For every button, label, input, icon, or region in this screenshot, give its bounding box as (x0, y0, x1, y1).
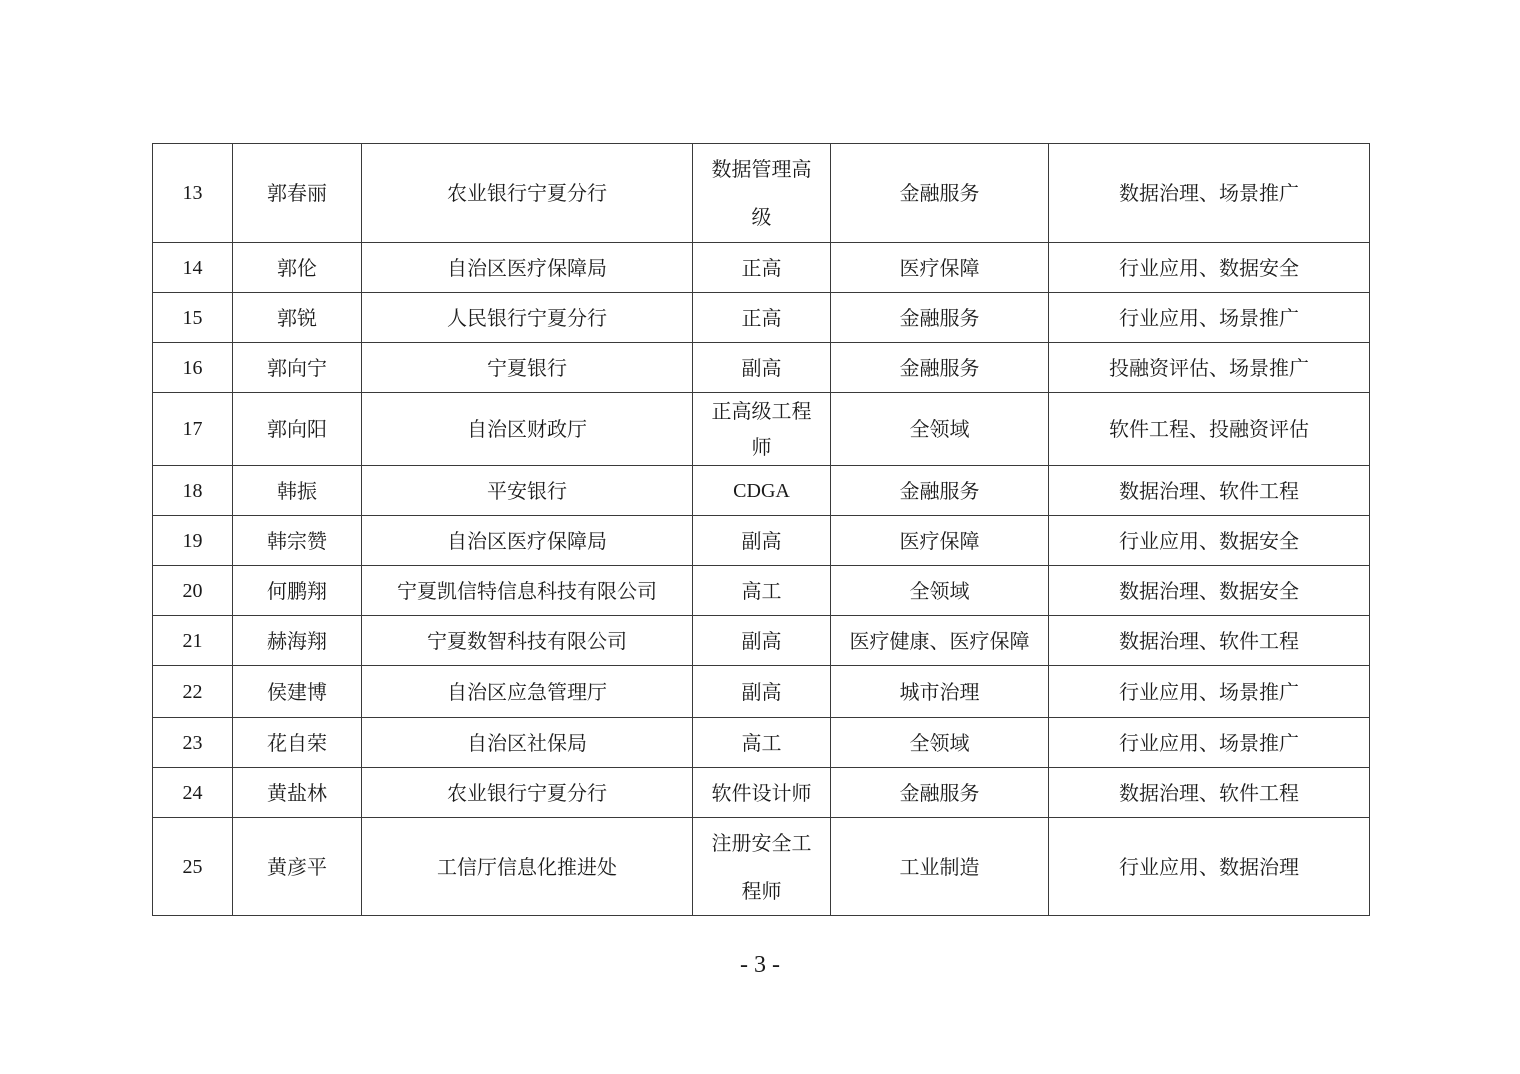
expert-expertise: 投融资评估、场景推广 (1049, 343, 1370, 393)
expert-name: 黄彦平 (233, 818, 362, 916)
table-row (153, 818, 1370, 916)
expert-organization: 宁夏凯信特信息科技有限公司 (362, 566, 693, 616)
expert-table-body (153, 144, 1370, 916)
row-number: 23 (153, 718, 233, 768)
expert-organization: 自治区社保局 (362, 718, 693, 768)
expert-name: 黄盐林 (233, 768, 362, 818)
table-row (153, 393, 1370, 466)
page-number: - 3 - (740, 952, 780, 978)
table-row (153, 516, 1370, 566)
expert-name: 郭锐 (233, 293, 362, 343)
expert-field: 医疗保障 (831, 516, 1049, 566)
expert-expertise: 软件工程、投融资评估 (1049, 393, 1370, 466)
expert-field: 金融服务 (831, 293, 1049, 343)
expert-title: 副高 (693, 666, 831, 718)
expert-field: 工业制造 (831, 818, 1049, 916)
table-row (153, 243, 1370, 293)
expert-field: 全领域 (831, 393, 1049, 466)
row-number: 19 (153, 516, 233, 566)
expert-organization: 工信厅信息化推进处 (362, 818, 693, 916)
row-number: 17 (153, 393, 233, 466)
expert-field: 金融服务 (831, 768, 1049, 818)
expert-field: 金融服务 (831, 144, 1049, 243)
table-row (153, 768, 1370, 818)
expert-organization: 宁夏银行 (362, 343, 693, 393)
expert-expertise: 数据治理、软件工程 (1049, 466, 1370, 516)
expert-name: 郭向宁 (233, 343, 362, 393)
expert-expertise: 行业应用、场景推广 (1049, 666, 1370, 718)
expert-name: 韩振 (233, 466, 362, 516)
expert-name: 何鹏翔 (233, 566, 362, 616)
expert-name: 郭春丽 (233, 144, 362, 243)
row-number: 22 (153, 666, 233, 718)
expert-expertise: 行业应用、场景推广 (1049, 293, 1370, 343)
expert-organization: 自治区医疗保障局 (362, 243, 693, 293)
expert-organization: 宁夏数智科技有限公司 (362, 616, 693, 666)
table-row (153, 666, 1370, 718)
expert-field: 城市治理 (831, 666, 1049, 718)
expert-name: 赫海翔 (233, 616, 362, 666)
expert-field: 金融服务 (831, 466, 1049, 516)
expert-name: 郭伦 (233, 243, 362, 293)
expert-field: 医疗健康、医疗保障 (831, 616, 1049, 666)
table-row (153, 293, 1370, 343)
expert-organization: 人民银行宁夏分行 (362, 293, 693, 343)
expert-expertise: 数据治理、软件工程 (1049, 616, 1370, 666)
expert-field: 金融服务 (831, 343, 1049, 393)
expert-field: 全领域 (831, 566, 1049, 616)
expert-expertise: 数据治理、软件工程 (1049, 768, 1370, 818)
row-number: 21 (153, 616, 233, 666)
row-number: 25 (153, 818, 233, 916)
expert-organization: 平安银行 (362, 466, 693, 516)
expert-title: 正高 (693, 243, 831, 293)
row-number: 18 (153, 466, 233, 516)
expert-expertise: 行业应用、场景推广 (1049, 718, 1370, 768)
expert-organization: 农业银行宁夏分行 (362, 144, 693, 243)
expert-organization: 自治区财政厅 (362, 393, 693, 466)
expert-expertise: 数据治理、数据安全 (1049, 566, 1370, 616)
row-number: 15 (153, 293, 233, 343)
expert-title: CDGA (693, 466, 831, 516)
expert-title: 注册安全工 程师 (693, 818, 831, 916)
table-row (153, 466, 1370, 516)
expert-title: 副高 (693, 516, 831, 566)
expert-title: 数据管理高 级 (693, 144, 831, 243)
expert-name: 韩宗赞 (233, 516, 362, 566)
table-row (153, 343, 1370, 393)
expert-organization: 农业银行宁夏分行 (362, 768, 693, 818)
expert-title: 高工 (693, 566, 831, 616)
expert-field: 医疗保障 (831, 243, 1049, 293)
expert-table (152, 143, 1370, 916)
row-number: 20 (153, 566, 233, 616)
row-number: 16 (153, 343, 233, 393)
expert-organization: 自治区医疗保障局 (362, 516, 693, 566)
expert-title: 软件设计师 (693, 768, 831, 818)
expert-expertise: 行业应用、数据治理 (1049, 818, 1370, 916)
expert-expertise: 数据治理、场景推广 (1049, 144, 1370, 243)
table-row (153, 144, 1370, 243)
expert-title: 副高 (693, 343, 831, 393)
row-number: 14 (153, 243, 233, 293)
expert-expertise: 行业应用、数据安全 (1049, 243, 1370, 293)
table-row (153, 566, 1370, 616)
table-row (153, 616, 1370, 666)
expert-title: 正高 (693, 293, 831, 343)
expert-title: 副高 (693, 616, 831, 666)
row-number: 24 (153, 768, 233, 818)
expert-title: 高工 (693, 718, 831, 768)
expert-field: 全领域 (831, 718, 1049, 768)
expert-organization: 自治区应急管理厅 (362, 666, 693, 718)
row-number: 13 (153, 144, 233, 243)
expert-name: 花自荣 (233, 718, 362, 768)
expert-expertise: 行业应用、数据安全 (1049, 516, 1370, 566)
expert-title: 正高级工程 师 (693, 393, 831, 466)
expert-name: 郭向阳 (233, 393, 362, 466)
expert-name: 侯建博 (233, 666, 362, 718)
table-row (153, 718, 1370, 768)
